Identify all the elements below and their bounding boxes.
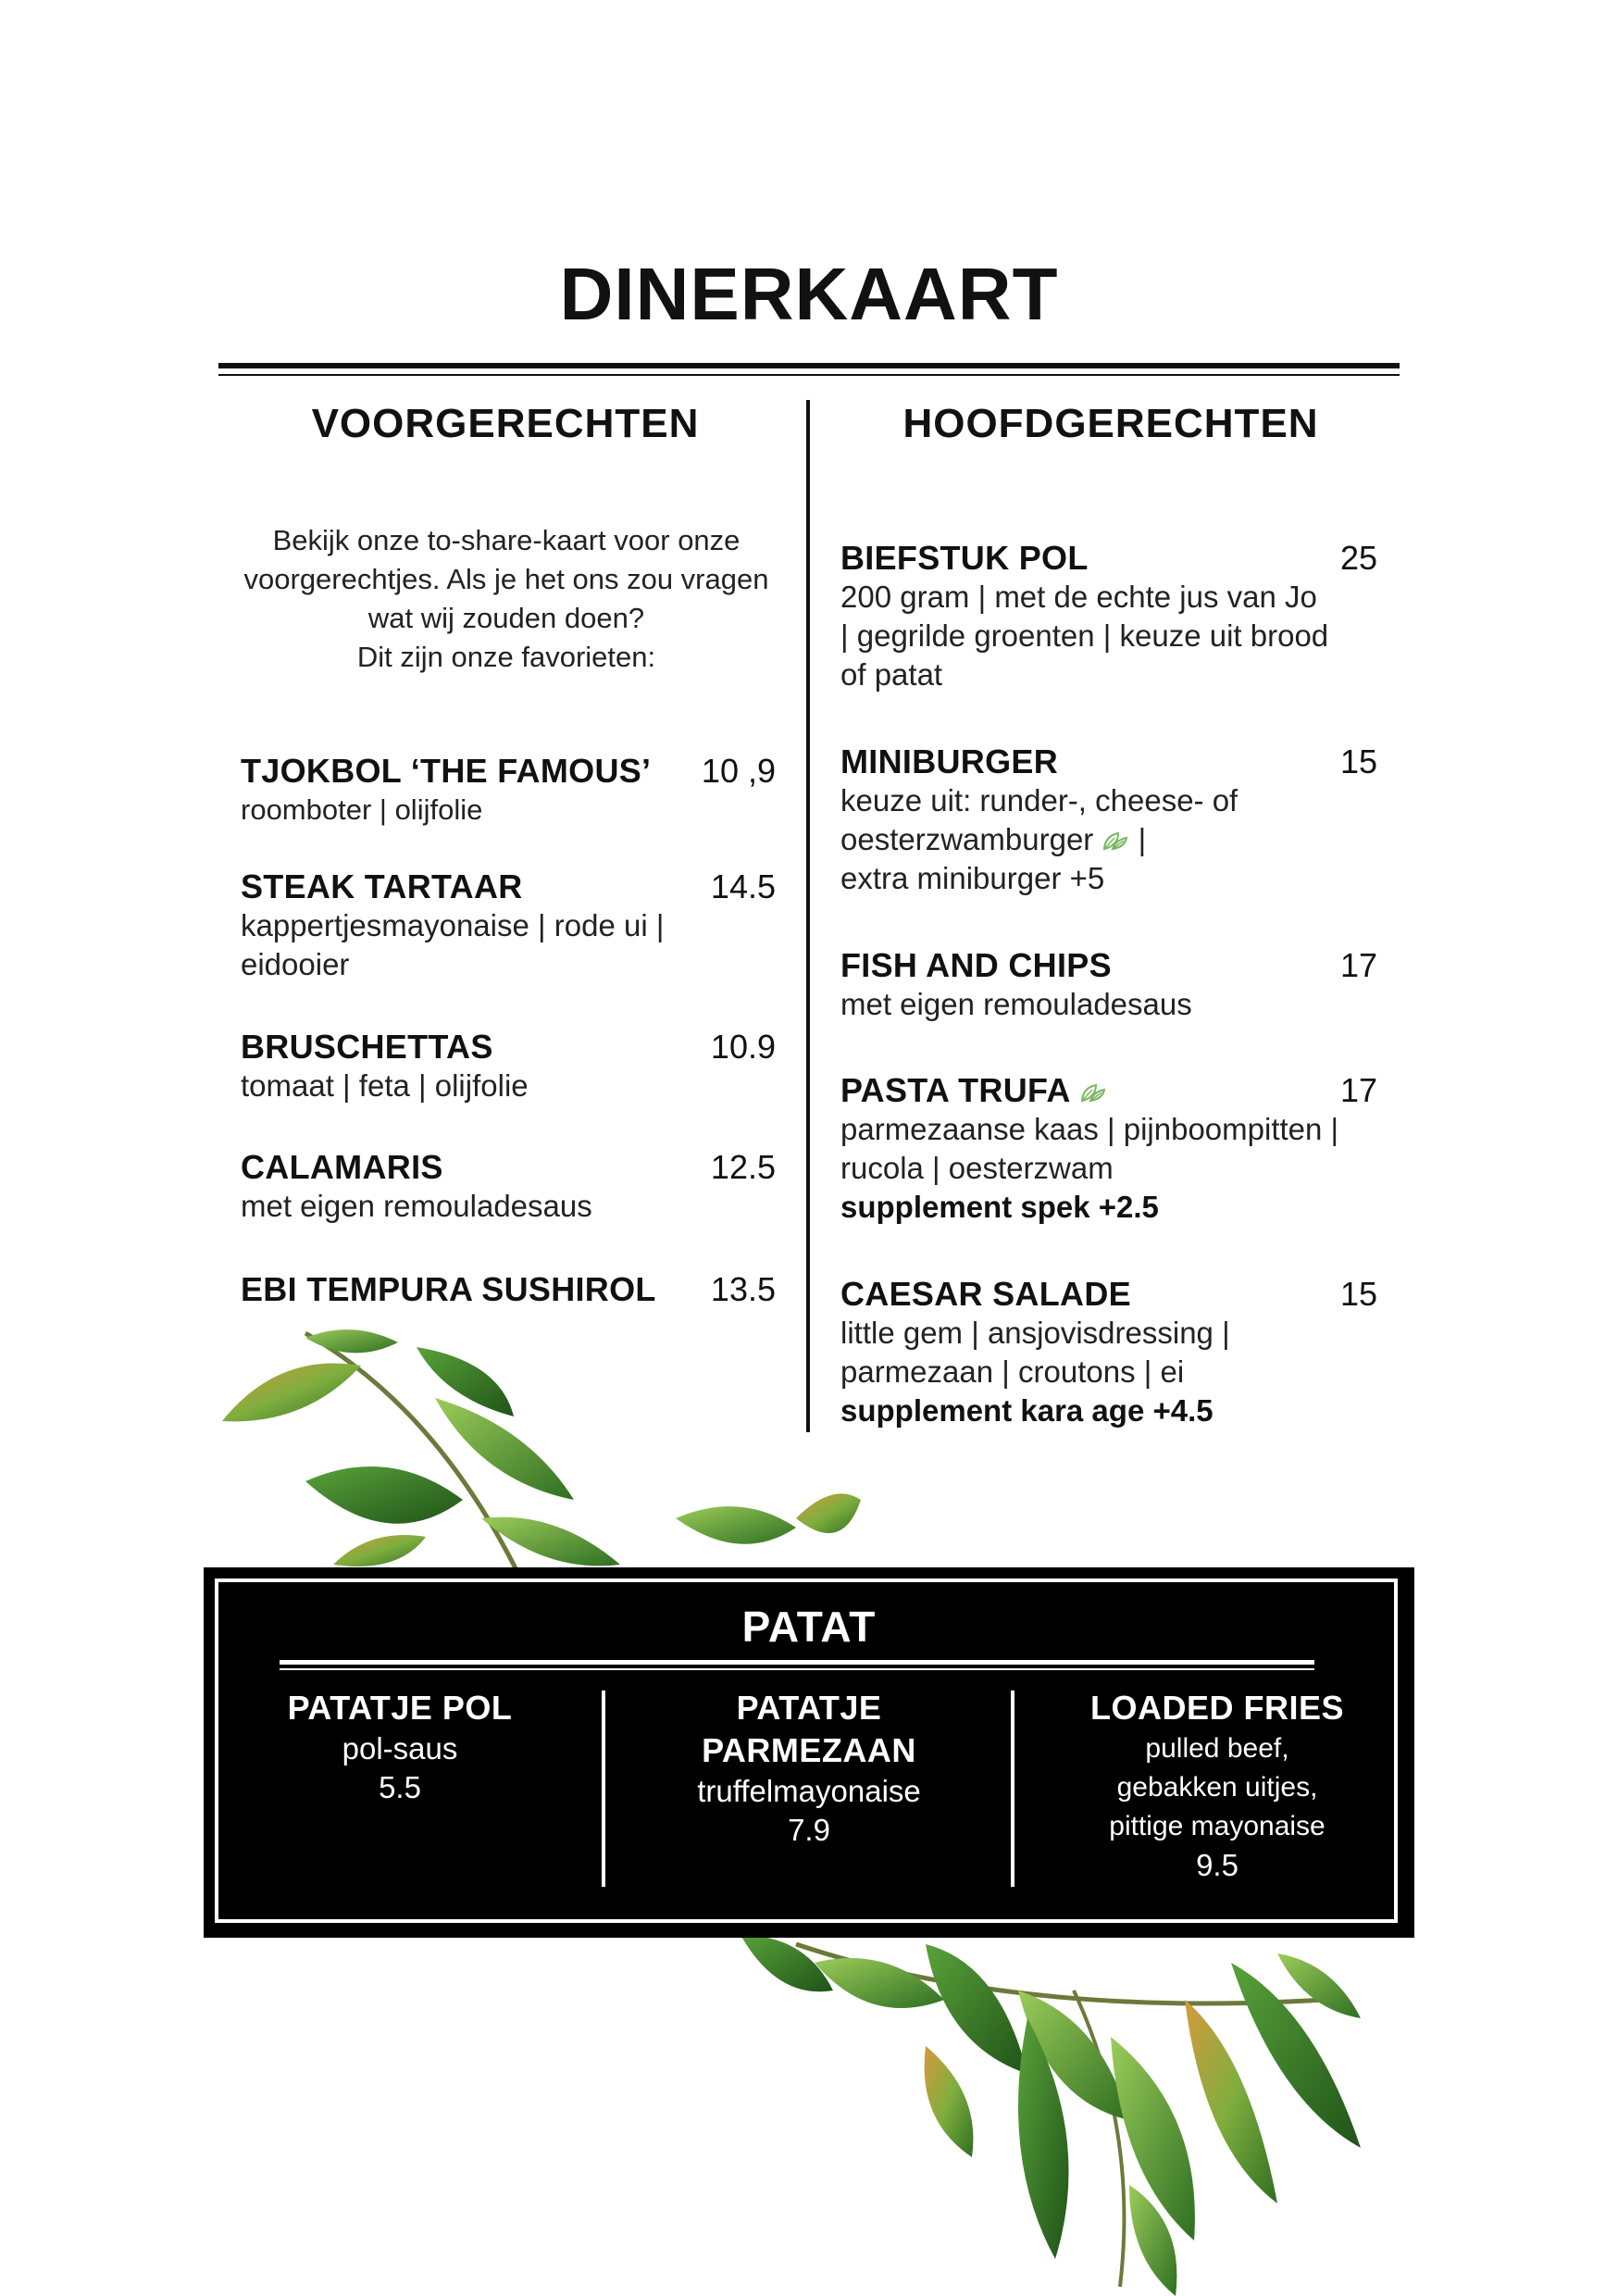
item-description: tomaat | feta | olijfolie (241, 1068, 529, 1103)
item-price: 14.5 (710, 867, 776, 905)
intro-line: Dit zijn onze favorieten: (356, 641, 656, 673)
menu-item (241, 752, 776, 830)
item-description: kappertjesmayonaise | rode ui | (241, 908, 665, 942)
item-description: of patat (840, 657, 943, 692)
vegetarian-leaf-icon (1101, 830, 1129, 853)
item-description: | gegrilde groenten | keuze uit brood (840, 618, 1329, 653)
item-description-part: oesterzwamburger (840, 822, 1094, 856)
voorgerechten-intro (243, 521, 770, 677)
patat-item-name: LOADED FRIES (1089, 1689, 1344, 1727)
item-name: MINIBURGER (840, 742, 1058, 780)
patat-item-price: 7.9 (788, 1813, 830, 1847)
item-description: little gem | ansjovisdressing | (840, 1316, 1230, 1350)
column-divider (806, 400, 810, 1432)
intro-line: wat wij zouden doen? (367, 602, 645, 634)
menu-item (840, 1275, 1377, 1430)
patat-item-price: 5.5 (379, 1770, 421, 1804)
patat-item-name: PARMEZAAN (702, 1731, 916, 1769)
menu-item (840, 946, 1377, 1024)
menu-item (241, 1148, 776, 1226)
section-heading-hoofdgerechten: HOOFDGERECHTEN (902, 401, 1319, 446)
item-description: parmezaan | croutons | ei (840, 1354, 1185, 1389)
item-name: CALAMARIS (241, 1148, 443, 1186)
patat-item (624, 1687, 994, 1850)
item-description: met eigen remouladesaus (840, 987, 1192, 1021)
item-description (840, 820, 1377, 859)
item-price: 15 (1339, 1275, 1377, 1313)
intro-line: Bekijk onze to-share-kaart voor onze (272, 524, 741, 556)
patat-item (243, 1687, 557, 1807)
plant-sprig-upper (222, 1329, 861, 1574)
item-description: met eigen remouladesaus (241, 1189, 592, 1223)
patat-item-price: 9.5 (1196, 1848, 1238, 1882)
patat-item-description: gebakken uitjes, (1116, 1772, 1318, 1803)
plant-sprig-lower (741, 1935, 1361, 2296)
item-name: PASTA TRUFA (840, 1071, 1070, 1109)
menu-item (840, 1071, 1377, 1227)
patat-divider (602, 1691, 605, 1887)
item-price: 25 (1339, 539, 1377, 577)
item-supplement: supplement spek +2.5 (840, 1190, 1159, 1224)
patat-divider (1011, 1691, 1014, 1887)
item-supplement: supplement kara age +4.5 (840, 1393, 1214, 1428)
section-heading-voorgerechten: VOORGERECHTEN (311, 401, 700, 446)
patat-item-description: truffelmayonaise (697, 1774, 921, 1808)
item-name: EBI TEMPURA SUSHIROL (241, 1270, 656, 1308)
item-description: parmezaanse kaas | pijnboompitten | (840, 1112, 1339, 1146)
patat-item-description: pittige mayonaise (1109, 1811, 1326, 1841)
menu-item (840, 742, 1377, 898)
patat-item-name: PATATJE (736, 1689, 882, 1727)
item-name-with-icon (840, 1071, 1107, 1110)
menu-item (840, 539, 1377, 694)
item-name: FISH AND CHIPS (840, 946, 1112, 984)
patat-rule-thin (280, 1668, 1314, 1670)
page-title: DINERKAART (559, 253, 1059, 335)
item-price: 17 (1339, 946, 1377, 984)
item-name: STEAK TARTAAR (241, 867, 523, 905)
patat-item-description: pulled beef, (1145, 1733, 1289, 1764)
item-name: BRUSCHETTAS (241, 1028, 493, 1066)
title-rule-thick (218, 363, 1400, 368)
patat-item (1037, 1687, 1398, 1885)
menu-item (241, 867, 776, 984)
item-name: BIEFSTUK POL (840, 539, 1089, 577)
item-description: rucola | oesterzwam (840, 1151, 1114, 1185)
patat-heading: PATAT (741, 1603, 877, 1651)
item-price: 10 ,9 (701, 752, 776, 790)
menu-item (241, 1270, 776, 1309)
patat-rule-thick (280, 1660, 1314, 1665)
item-description: keuze uit: runder-, cheese- of (840, 783, 1238, 817)
item-description: roomboter | olijfolie (241, 793, 483, 826)
item-price: 13.5 (710, 1270, 776, 1308)
item-description: eidooier (241, 947, 350, 981)
item-price: 17 (1339, 1071, 1377, 1109)
item-name: TJOKBOL ‘THE FAMOUS’ (241, 752, 652, 790)
item-price: 12.5 (710, 1148, 776, 1186)
patat-item-name: PATATJE POL (287, 1689, 513, 1727)
title-rule-thin (218, 374, 1400, 376)
item-price: 10.9 (710, 1028, 776, 1066)
item-name: CAESAR SALADE (840, 1275, 1131, 1313)
patat-item-description: pol-saus (342, 1731, 458, 1766)
item-description-part: | (1138, 822, 1147, 856)
item-description: extra miniburger +5 (840, 861, 1105, 895)
menu-item (241, 1028, 776, 1105)
item-price: 15 (1339, 742, 1377, 780)
item-description: 200 gram | met de echte jus van Jo (840, 580, 1317, 614)
intro-line: voorgerechtjes. Als je het ons zou vragen (243, 563, 769, 595)
vegetarian-leaf-icon (1079, 1082, 1107, 1104)
